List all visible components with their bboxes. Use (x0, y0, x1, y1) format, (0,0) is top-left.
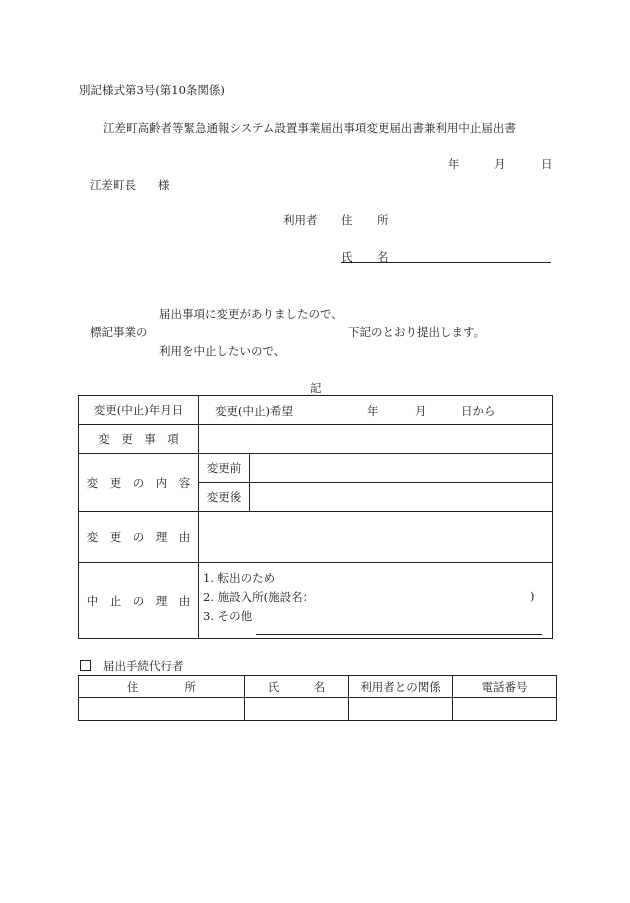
proxy-header-name: 氏 名 (245, 676, 349, 698)
proxy-header-address: 住 所 (79, 676, 245, 698)
proxy-address-value[interactable] (79, 698, 245, 721)
reason-option-relocation[interactable]: 1. 転出のため (203, 571, 276, 585)
row-change-item-value[interactable] (199, 425, 553, 454)
reason-facility-close-paren: ) (530, 589, 535, 603)
change-before-value[interactable] (250, 454, 553, 483)
proxy-relationship-value[interactable] (349, 698, 453, 721)
proxy-checkbox-label: 届出手続代行者 (103, 659, 184, 673)
body-line-change: 届出事項に変更がありましたので、 (159, 307, 343, 321)
applicant-label: 利用者 (283, 213, 318, 227)
applicant-name-underline (341, 262, 551, 263)
row-date-value[interactable] (199, 396, 553, 425)
reason-option-facility[interactable]: 2. 施設入所(施設名： (203, 590, 315, 604)
row-change-content-label: 変 更 の 内 容 (79, 454, 199, 512)
date-day-label: 日 (541, 157, 553, 171)
proxy-phone-value[interactable] (453, 698, 557, 721)
proxy-table (78, 675, 557, 721)
proxy-checkbox-row[interactable] (80, 658, 184, 674)
date-month-label: 月 (494, 157, 506, 171)
ki-heading: 記 (310, 381, 322, 395)
checkbox-icon[interactable] (80, 660, 91, 671)
change-after-label: 変更後 (199, 483, 250, 512)
body-line-submit: 下記のとおり提出します。 (348, 325, 486, 339)
form-title: 江差町高齢者等緊急通報システム設置事業届出事項変更届出書兼利用中止届出書 (103, 121, 516, 135)
form-number: 別記様式第3号(第10条関係) (79, 83, 225, 97)
change-before-label: 変更前 (199, 454, 250, 483)
row-date-label: 変更(中止)年月日 (79, 396, 199, 425)
row-change-reason-label: 変 更 の 理 由 (79, 512, 199, 563)
row-change-item-label: 変 更 事 項 (79, 425, 199, 454)
proxy-header-relationship: 利用者との関係 (349, 676, 453, 698)
row-change-reason-value[interactable] (199, 512, 553, 563)
reason-option-other[interactable]: 3. その他 (203, 609, 253, 623)
addressee-honorific: 様 (158, 178, 170, 192)
change-after-value[interactable] (250, 483, 553, 512)
row-discontinue-reason-value[interactable] (199, 563, 553, 639)
addressee-name: 江差町長 (90, 178, 136, 192)
main-table (78, 395, 553, 639)
applicant-address-label-1: 住 (341, 213, 353, 227)
applicant-address-label-2: 所 (377, 213, 389, 227)
date-request-day: 日から (461, 404, 496, 418)
row-discontinue-reason-label: 中 止 の 理 由 (79, 563, 199, 639)
date-request-month: 月 (415, 404, 427, 418)
date-year-label: 年 (448, 157, 460, 171)
date-request-year: 年 (367, 404, 379, 418)
applicant-name-label-2: 名 (377, 250, 389, 264)
body-line-discontinue: 利用を中止したいので、 (159, 344, 286, 358)
proxy-name-value[interactable] (245, 698, 349, 721)
reason-other-underline (256, 634, 542, 635)
date-request-prefix: 変更(中止)希望 (215, 404, 293, 418)
proxy-header-phone: 電話番号 (453, 676, 557, 698)
applicant-name-label-1: 氏 (341, 250, 353, 264)
body-line-subject: 標記事業の (90, 325, 148, 339)
